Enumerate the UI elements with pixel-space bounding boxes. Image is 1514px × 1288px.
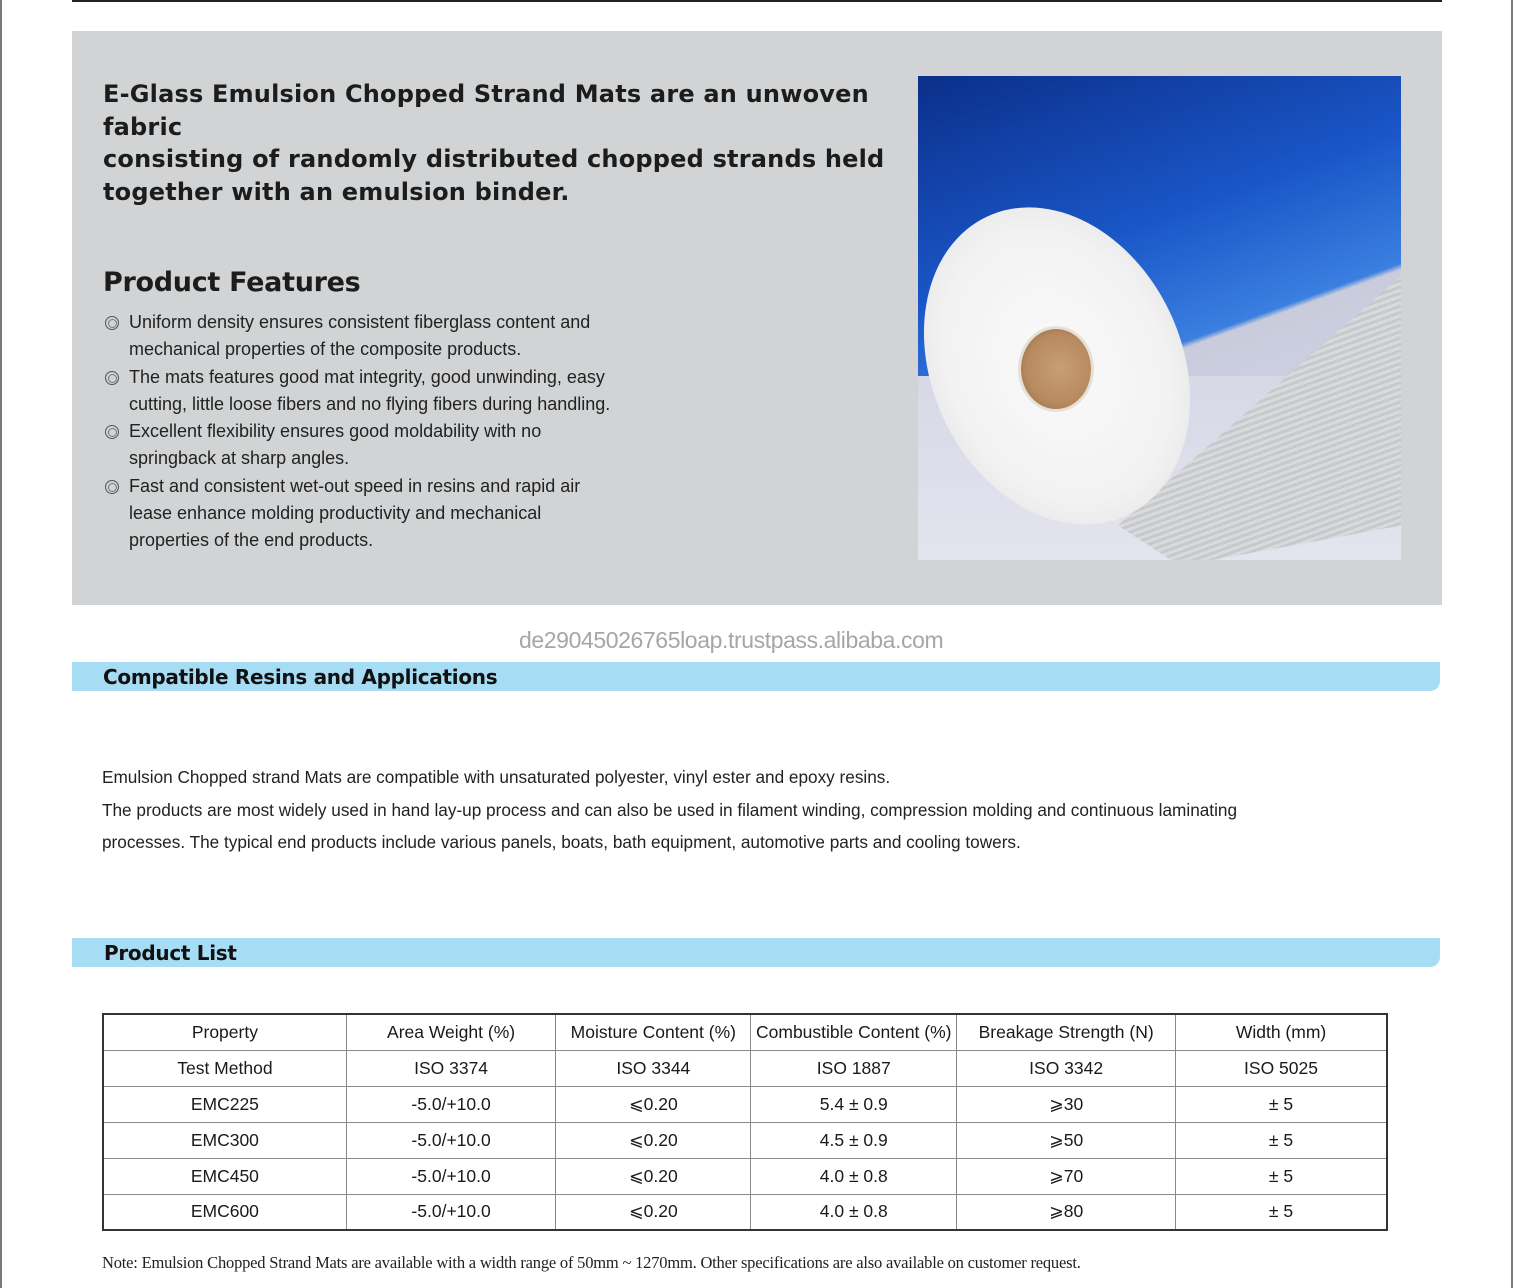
resins-line: Emulsion Chopped strand Mats are compatible with unsaturated polyester, vinyl ester and epoxy resins. [102, 767, 891, 787]
column-header: Width (mm) [1176, 1014, 1387, 1050]
feature-item [103, 418, 663, 473]
resins-line: processes. The typical end products include various panels, boats, bath equipment, automotive parts and cooling towers. [102, 832, 1021, 852]
table-cell: ISO 1887 [751, 1050, 957, 1086]
table-row [103, 1086, 1387, 1122]
table-cell: ⩽0.20 [556, 1158, 751, 1194]
double-circle-bullet-icon [105, 480, 119, 494]
table-cell: EMC300 [103, 1122, 346, 1158]
footnote: Note: Emulsion Chopped Strand Mats are available with a width range of 50mm ~ 1270mm. Other specifications are also available on customer request. [102, 1253, 1081, 1272]
feature-item [103, 364, 663, 419]
table-cell: 4.5 ± 0.9 [751, 1122, 957, 1158]
photo-roll-core [1018, 326, 1094, 412]
table-cell: ⩾50 [957, 1122, 1176, 1158]
table-cell: ± 5 [1176, 1158, 1387, 1194]
feature-text: cutting, little loose fibers and no flying fibers during handling. [129, 393, 611, 414]
table-header-row [103, 1014, 1387, 1050]
table-cell: ISO 3374 [346, 1050, 556, 1086]
table-cell: ISO 3344 [556, 1050, 751, 1086]
intro-lead-line: E-Glass Emulsion Chopped Strand Mats are an unwoven fabric [103, 80, 869, 141]
feature-text: Excellent flexibility ensures good moldability with no [129, 421, 542, 442]
resins-line: The products are most widely used in hand lay-up process and can also be used in filament winding, compression molding and continuous laminating [102, 799, 1238, 820]
table-cell: Test Method [103, 1050, 346, 1086]
column-header: Area Weight (%) [346, 1014, 556, 1050]
double-circle-bullet-icon [105, 316, 119, 330]
table-cell: -5.0/+10.0 [346, 1194, 556, 1230]
features-list [103, 309, 663, 555]
intro-lead [103, 78, 893, 208]
table-cell: ± 5 [1176, 1122, 1387, 1158]
table-cell: ⩽0.20 [556, 1194, 751, 1230]
feature-text: properties of the end products. [129, 530, 374, 551]
feature-text: Fast and consistent wet-out speed in resins and rapid air [129, 475, 581, 496]
section-title: Product List [104, 941, 237, 965]
table-cell: ± 5 [1176, 1086, 1387, 1122]
feature-text: mechanical properties of the composite products. [129, 339, 522, 360]
feature-text: lease enhance molding productivity and mechanical [129, 503, 542, 524]
table-cell: ISO 3342 [957, 1050, 1176, 1086]
table-cell: ⩾80 [957, 1194, 1176, 1230]
feature-text: springback at sharp angles. [129, 448, 350, 469]
product-photo [918, 76, 1401, 560]
top-rule [72, 0, 1442, 2]
table-cell: ⩽0.20 [556, 1086, 751, 1122]
table-cell: -5.0/+10.0 [346, 1158, 556, 1194]
table-row [103, 1158, 1387, 1194]
table-cell: ⩾70 [957, 1158, 1176, 1194]
table-row [103, 1194, 1387, 1230]
double-circle-bullet-icon [105, 371, 119, 385]
table-cell: ISO 5025 [1176, 1050, 1387, 1086]
page-border-right [1511, 0, 1513, 1288]
table-cell: 4.0 ± 0.8 [751, 1158, 957, 1194]
feature-text: The mats features good mat integrity, good unwinding, easy [129, 366, 605, 387]
double-circle-bullet-icon [105, 425, 119, 439]
table-cell: EMC225 [103, 1086, 346, 1122]
product-table [102, 1013, 1388, 1231]
table-cell: ± 5 [1176, 1194, 1387, 1230]
features-title: Product Features [103, 267, 361, 298]
table-cell: ⩾30 [957, 1086, 1176, 1122]
column-header: Breakage Strength (N) [957, 1014, 1176, 1050]
table-cell: EMC450 [103, 1158, 346, 1194]
intro-lead-line: consisting of randomly distributed chopped strands held [103, 145, 885, 173]
section-header-product-list [72, 938, 1440, 967]
table-cell: ⩽0.20 [556, 1122, 751, 1158]
watermark: de29045026765loap.trustpass.alibaba.com [519, 627, 944, 653]
section-title: Compatible Resins and Applications [103, 665, 498, 689]
section-header-resins [72, 662, 1440, 691]
page-border-left [0, 0, 2, 1288]
column-header: Combustible Content (%) [751, 1014, 957, 1050]
feature-item [103, 473, 663, 555]
table-row [103, 1050, 1387, 1086]
column-header: Moisture Content (%) [556, 1014, 751, 1050]
table-cell: -5.0/+10.0 [346, 1122, 556, 1158]
feature-item [103, 309, 663, 364]
table-cell: 4.0 ± 0.8 [751, 1194, 957, 1230]
column-header: Property [103, 1014, 346, 1050]
table-row [103, 1122, 1387, 1158]
table-cell: EMC600 [103, 1194, 346, 1230]
table-cell: -5.0/+10.0 [346, 1086, 556, 1122]
feature-text: Uniform density ensures consistent fiberglass content and [129, 312, 591, 332]
resins-description [102, 761, 1362, 859]
table-cell: 5.4 ± 0.9 [751, 1086, 957, 1122]
intro-lead-line: together with an emulsion binder. [103, 177, 570, 206]
intro-panel [72, 31, 1442, 605]
